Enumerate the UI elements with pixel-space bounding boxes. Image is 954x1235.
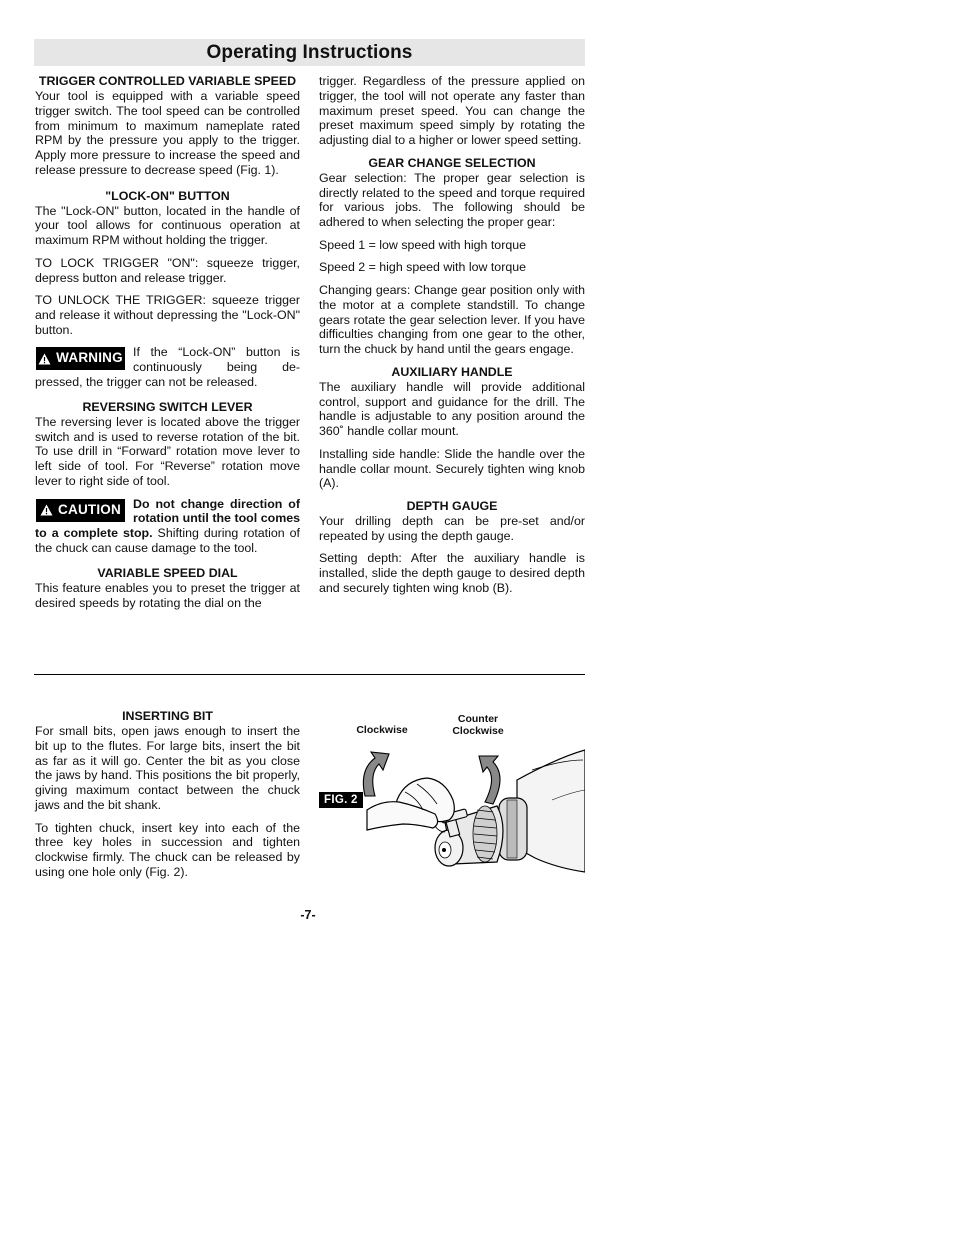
counter-clockwise-arrow-icon xyxy=(479,756,500,804)
unlock-trigger-body: TO UNLOCK THE TRIGGER: squeeze trigger and release it without depressing the "Lock-ON" button. xyxy=(35,293,300,337)
caution-bold-text: Do not change direction of rotation until the tool comes to a complete stop. xyxy=(35,496,300,541)
inserting-bit-section xyxy=(35,709,300,880)
clockwise-caption: Clockwise xyxy=(356,724,408,736)
caution-text: Shifting during rotation of the chuck can cause damage to the tool. xyxy=(35,526,300,555)
left-column xyxy=(35,74,300,610)
counter-caption-line2: Clockwise xyxy=(452,724,504,737)
lock-on-body: The "Lock-ON" button, located in the handle of your tool allows for continuous operation at maximum RPM without holding the trigger. xyxy=(35,203,300,248)
warning-label: WARNING xyxy=(56,350,123,366)
lock-trigger-body: TO LOCK TRIGGER "ON": squeeze trigger, depress button and release trigger. xyxy=(35,255,300,285)
caution-triangle-icon xyxy=(40,504,53,516)
right-column xyxy=(319,74,585,596)
caution-badge xyxy=(36,499,125,522)
depth-gauge-body: Your drilling depth can be pre-set and/or repeated by using the depth gauge. xyxy=(319,513,585,543)
section-divider xyxy=(34,674,585,675)
page-title: Operating Instructions xyxy=(206,42,413,63)
aux-handle-body: The auxiliary handle will provide additional control, support and guidance for the drill. The handle is adjustable to any position around the 360˚ handle collar mount. xyxy=(319,379,585,439)
warning-text: If the “Lock-ON” button is continuously being de-pressed, the trigger can not be released. xyxy=(35,345,300,389)
installing-handle-text: Installing side handle: Slide the handle over the handle collar mount. Securely tighten wing knob (A). xyxy=(319,446,585,491)
gear-body: Gear selection: The proper gear selection is directly related to the speed and torque required for various jobs. The following should be adhered to when selecting the proper gear: xyxy=(319,170,585,230)
inserting-bit-body: For small bits, open jaws enough to insert the bit up to the flutes. For large bits, insert the bit as far as it will go. Center the bit as you close the jaws by hand. This positions the bit properly, giving maximum contact between the chuck jaws and the bit shank. xyxy=(35,724,300,812)
variable-dial-heading: VARIABLE SPEED DIAL xyxy=(97,565,238,580)
trigger-heading: TRIGGER CONTROLLED VARIABLE SPEED xyxy=(38,74,297,88)
counter-caption-line1: Counter xyxy=(457,713,499,725)
depth-gauge-heading: DEPTH GAUGE xyxy=(406,498,498,513)
changing-gears-text: Changing gears: Change gear position only with the motor at a complete standstill. To change gears rotate the gear selection lever. If you have difficulties changing from one gear to the other, turn the chuck by hand until the gears engage. xyxy=(319,282,585,357)
clockwise-arrow-icon xyxy=(363,752,389,796)
reversing-body: The reversing lever is located above the trigger switch and is used to reverse rotation of the bit. To use drill in “Forward” rotation move lever to left side of tool. For “Reverse” rotation move lever to right side of tool. xyxy=(35,414,300,488)
warning-triangle-icon xyxy=(38,353,51,365)
tighten-chuck-text: To tighten chuck, insert key into each of the three key holes in succession and tighten clockwise firmly. The chuck can be released by using one hole only (Fig. 2). xyxy=(35,820,300,879)
reversing-heading: REVERSING SWITCH LEVER xyxy=(82,399,253,414)
title-bar xyxy=(34,39,585,66)
chuck-gear-ring xyxy=(473,806,497,862)
gear-heading: GEAR CHANGE SELECTION xyxy=(368,155,536,170)
variable-dial-continued: trigger. Regardless of the pressure applied on trigger, the tool will not operate any faster than maximum preset speed. You can change the preset maximum speed simply by rotating the adjusting dial to a higher or lower speed setting. xyxy=(319,74,585,148)
page-number: -7- xyxy=(300,908,316,922)
lock-on-heading: "LOCK-ON" BUTTON xyxy=(105,188,230,203)
inserting-bit-heading: INSERTING BIT xyxy=(122,709,213,723)
trigger-body: Your tool is equipped with a variable speed trigger switch. The tool speed can be controlled from minimum to maximum nameplate rated RPM by the pressure you apply to the trigger. Apply more pressure to increase the speed and release pressure to decrease speed (Fig. 1). xyxy=(35,89,300,177)
chuck-key-illustration xyxy=(357,740,585,898)
speed-2-text: Speed 2 = high speed with low torque xyxy=(319,260,526,275)
speed-1-text: Speed 1 = low speed with high torque xyxy=(319,237,526,252)
setting-depth-text: Setting depth: After the auxiliary handle is installed, slide the depth gauge to desired depth and securely tighten wing knob (B). xyxy=(319,551,585,595)
warning-notice xyxy=(35,345,300,389)
caution-notice xyxy=(35,497,300,556)
variable-dial-body: This feature enables you to preset the trigger at desired speeds by rotating the dial on the xyxy=(35,580,300,610)
figure-label: FIG. 2 xyxy=(319,792,363,808)
warning-badge xyxy=(36,347,125,370)
aux-handle-heading: AUXILIARY HANDLE xyxy=(391,364,513,379)
caution-label: CAUTION xyxy=(58,501,121,517)
figure-2 xyxy=(319,712,585,902)
counter-clockwise-caption xyxy=(443,714,513,737)
